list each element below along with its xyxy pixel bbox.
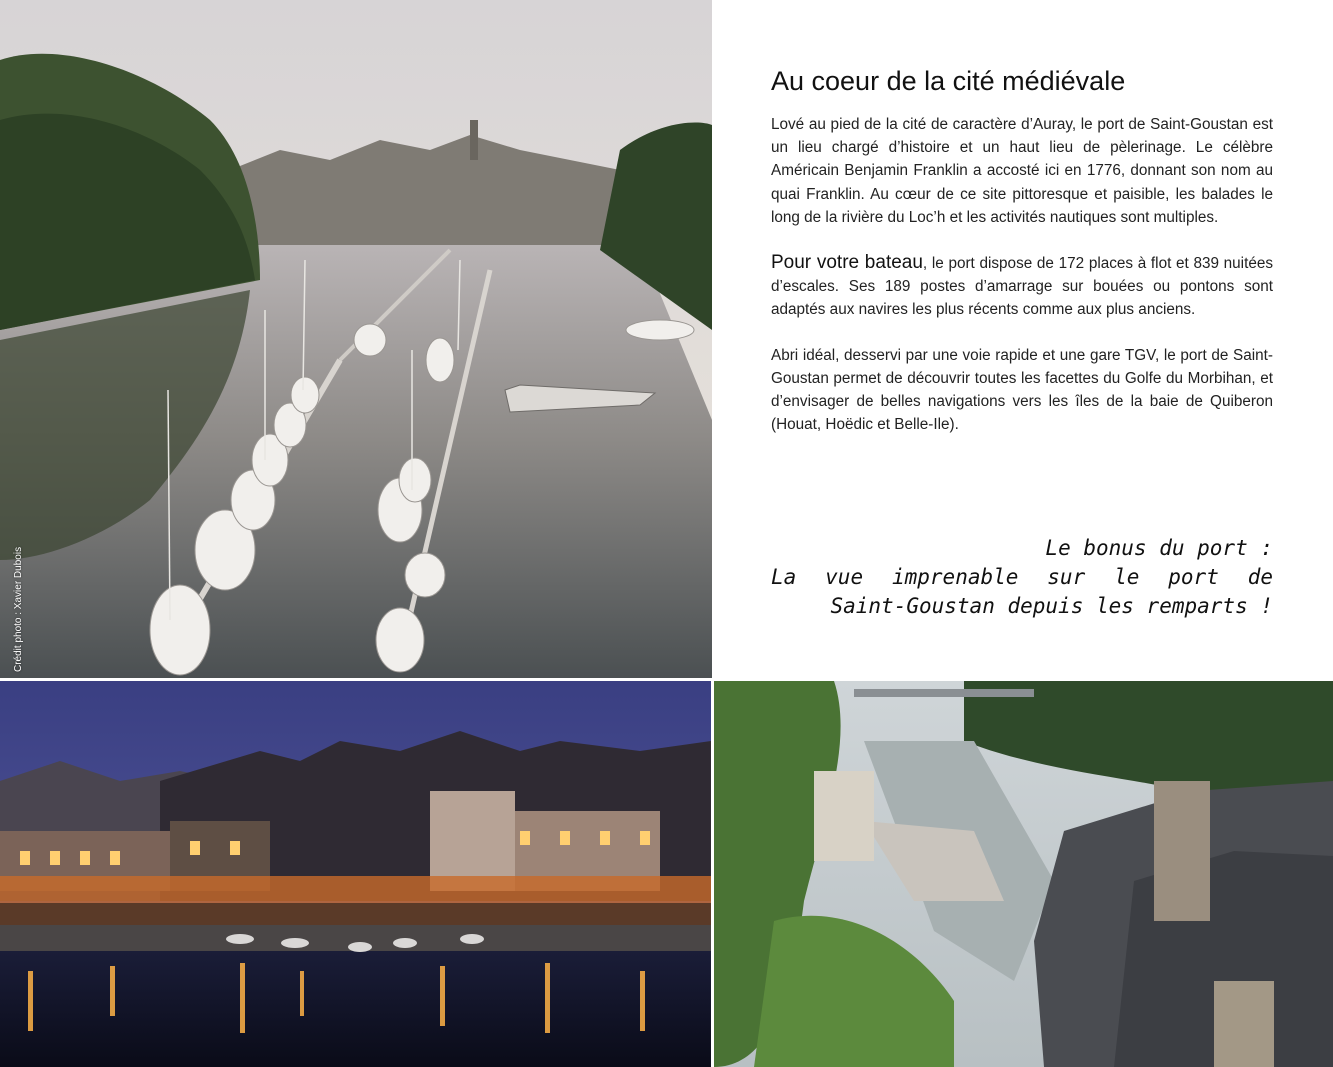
article: [771, 66, 1273, 458]
night-harbour-photo: [0, 681, 711, 1067]
intro-paragraph: Lové au pied de la cité de caractère d’Auray, le port de Saint-Goustan est un lieu chargé d’histoire et un haut lieu de pèlerinage. Le célèbre Américain Benjamin Franklin a accosté ici en 1776, donnant son nom au quai Franklin. Au cœur de ce site pittoresque et paisible, les balades le long de la rivière du Loc’h et les activités nautiques sont multiples.: [771, 116, 1273, 226]
bonus-line-1: Le bonus du port :: [1045, 536, 1273, 560]
boat-paragraph: [771, 251, 1273, 322]
river-photo: [0, 0, 712, 678]
bonus-callout: [771, 534, 1273, 621]
photo-credit: Crédit photo : Xavier Dubois: [13, 546, 24, 672]
shelter-paragraph: Abri idéal, desservi par une voie rapide et une gare TGV, le port de Saint-Goustan permet de découvrir toutes les facettes du Golfe du Morbihan, et d’envisager de belles navigations vers les îles de la baie de Quiberon (Houat, Hoëdic et Belle-Ile).: [771, 346, 1273, 434]
rooftops-photo: [714, 681, 1333, 1067]
boat-lead: Pour votre bateau: [771, 252, 923, 274]
boat-text: , le port dispose de 172 places à flot et 839 nuitées d’escales. Ses 189 postes d’amarrage sur bouées ou pontons sont adaptés aux navires les plus récents comme aux plus anciens.: [771, 255, 1273, 319]
bonus-line-2: La vue imprenable sur le port de: [771, 565, 1273, 589]
bonus-line-3: Saint-Goustan depuis les remparts !: [830, 594, 1273, 618]
article-title: Au coeur de la cité médiévale: [771, 66, 1126, 96]
